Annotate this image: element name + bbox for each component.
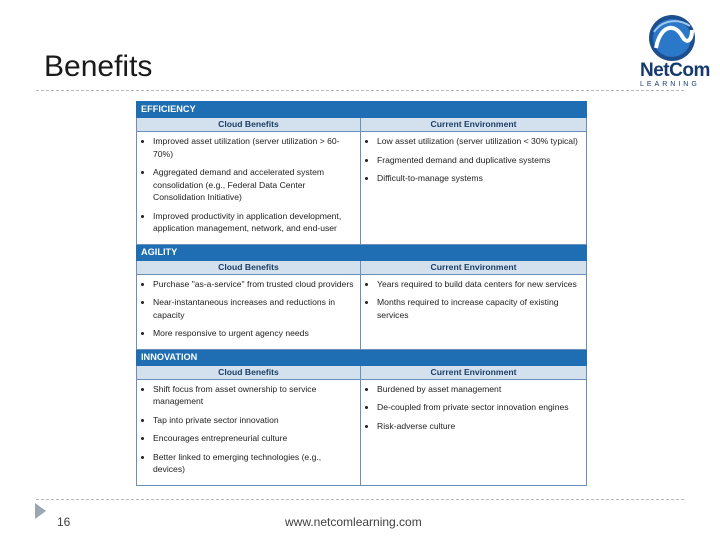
column-header-current-environment: Current Environment xyxy=(361,365,587,379)
table-row xyxy=(137,132,587,245)
list-item: • Tap into private sector innovation xyxy=(153,414,354,427)
list-item: • Near-instantaneous increases and reductions in capacity xyxy=(153,296,354,321)
list-item: • Better linked to emerging technologies (e.g., devices) xyxy=(153,451,354,476)
list-item: • Months required to increase capacity of existing services xyxy=(377,296,580,321)
column-header-current-environment: Current Environment xyxy=(361,118,587,132)
column-header-row xyxy=(137,365,587,379)
table-row xyxy=(137,274,587,349)
section-title: EFFICIENCY xyxy=(137,102,587,118)
list-item: • More responsive to urgent agency needs xyxy=(153,327,354,340)
list-item: • Low asset utilization (server utilization < 30% typical) xyxy=(377,135,580,148)
list-item: • Shift focus from asset ownership to service management xyxy=(153,383,354,408)
cloud-benefits-cell xyxy=(137,132,361,245)
list-item: • Difficult-to-manage systems xyxy=(377,172,580,185)
column-header-row xyxy=(137,260,587,274)
section-header-row xyxy=(137,349,587,365)
list-item: • Improved productivity in application development, application management, network, and end-user xyxy=(153,210,354,235)
column-header-current-environment: Current Environment xyxy=(361,260,587,274)
column-header-cloud-benefits: Cloud Benefits xyxy=(137,118,361,132)
current-environment-cell xyxy=(361,379,587,485)
column-header-cloud-benefits: Cloud Benefits xyxy=(137,260,361,274)
section-title: INNOVATION xyxy=(137,349,587,365)
table-row xyxy=(137,379,587,485)
slide-arrow-icon xyxy=(35,503,46,519)
page-number: 16 xyxy=(57,515,71,529)
list-item: • Purchase "as-a-service" from trusted cloud providers xyxy=(153,278,354,291)
column-header-row xyxy=(137,118,587,132)
list-item: • De-coupled from private sector innovation engines xyxy=(377,401,580,414)
list-item: • Years required to build data centers for new services xyxy=(377,278,580,291)
section-title: AGILITY xyxy=(137,244,587,260)
current-environment-cell xyxy=(361,132,587,245)
column-header-cloud-benefits: Cloud Benefits xyxy=(137,365,361,379)
list-item: • Fragmented demand and duplicative systems xyxy=(377,154,580,167)
list-item: • Burdened by asset management xyxy=(377,383,580,396)
current-environment-cell xyxy=(361,274,587,349)
footer-url: www.netcomlearning.com xyxy=(285,515,422,529)
list-item: • Improved asset utilization (server utilization > 60-70%) xyxy=(153,135,354,160)
list-item: • Aggregated demand and accelerated system consolidation (e.g., Federal Data Center Consolidation Initiative) xyxy=(153,166,354,204)
benefits-table xyxy=(136,101,587,486)
footer-divider xyxy=(36,499,684,500)
logo-name: NetCom xyxy=(640,60,710,81)
cloud-benefits-cell xyxy=(137,379,361,485)
section-header-row xyxy=(137,102,587,118)
list-item: • Encourages entrepreneurial culture xyxy=(153,432,354,445)
list-item: • Risk-adverse culture xyxy=(377,420,580,433)
cloud-benefits-cell xyxy=(137,274,361,349)
title-divider xyxy=(36,90,684,91)
slide-title: Benefits xyxy=(44,50,153,83)
logo-subtitle: LEARNING xyxy=(640,81,700,88)
section-header-row xyxy=(137,244,587,260)
